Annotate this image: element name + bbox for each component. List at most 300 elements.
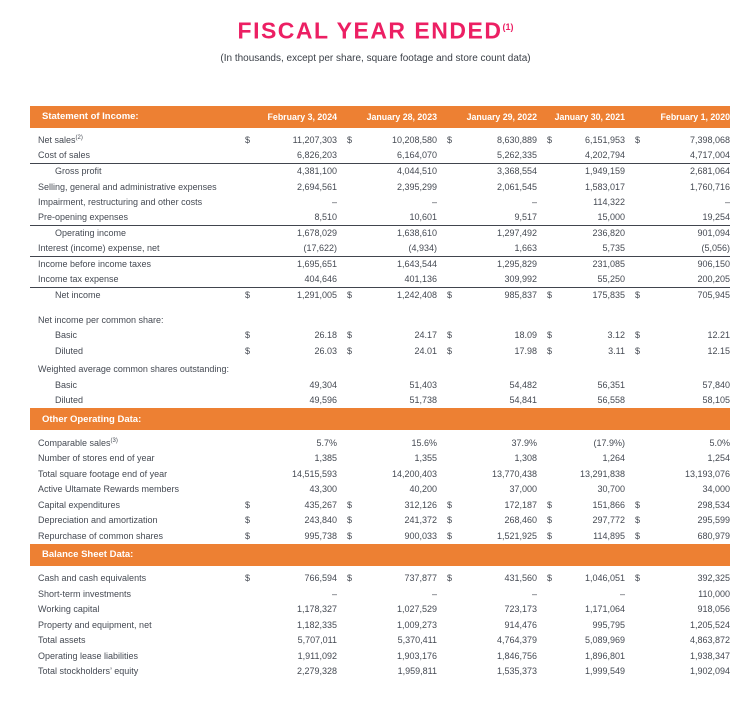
value-cell bbox=[235, 166, 337, 176]
cell-value: 55,250 bbox=[597, 274, 625, 285]
value-cell bbox=[337, 228, 437, 238]
cell-value: 7,398,068 bbox=[689, 135, 730, 146]
value-cell bbox=[337, 515, 437, 525]
cell-value: 1,295,829 bbox=[496, 259, 537, 270]
cell-value: 906,150 bbox=[697, 259, 730, 270]
cell-value: 1,242,408 bbox=[396, 290, 437, 301]
table-row bbox=[30, 377, 730, 393]
table-row bbox=[30, 513, 730, 529]
cell-value: 49,304 bbox=[309, 379, 337, 390]
cell-value: 51,738 bbox=[409, 395, 437, 406]
cell-value: 58,105 bbox=[702, 395, 730, 406]
row-label: Basic bbox=[55, 330, 78, 341]
cell-value: 4,717,004 bbox=[689, 150, 730, 161]
value-cell bbox=[625, 651, 730, 661]
dollar-sign: $ bbox=[245, 499, 251, 510]
section-header-statement-of-income bbox=[30, 106, 730, 128]
row-label: Diluted bbox=[55, 345, 84, 356]
cell-value: 1,355 bbox=[414, 453, 437, 464]
row-label: Net income per common share: bbox=[38, 314, 164, 325]
value-cell bbox=[537, 604, 625, 614]
value-cell bbox=[437, 330, 537, 340]
cell-value: 1,291,005 bbox=[296, 290, 337, 301]
cell-value: 1,264 bbox=[602, 453, 625, 464]
column-header-1: January 28, 2023 bbox=[366, 111, 437, 122]
cell-value: 995,795 bbox=[592, 619, 625, 630]
value-cell bbox=[537, 197, 625, 207]
cell-value: 5,262,335 bbox=[496, 150, 537, 161]
value-cell bbox=[537, 380, 625, 390]
value-cell bbox=[437, 604, 537, 614]
cell-value: 914,476 bbox=[504, 619, 537, 630]
table-row bbox=[30, 586, 730, 602]
cell-value: 1,846,756 bbox=[496, 650, 537, 661]
cell-value: 1,902,094 bbox=[689, 666, 730, 677]
value-cell bbox=[537, 453, 625, 463]
table-row bbox=[30, 617, 730, 633]
cell-value: 918,056 bbox=[697, 604, 730, 615]
section-body-balance-sheet-data bbox=[30, 566, 730, 680]
table-row bbox=[30, 133, 730, 149]
column-header-3: January 30, 2021 bbox=[554, 111, 625, 122]
value-cell bbox=[337, 182, 437, 192]
dollar-sign: $ bbox=[245, 345, 251, 356]
cell-value: 40,200 bbox=[409, 484, 437, 495]
value-cell bbox=[537, 438, 625, 448]
cell-value: 8,510 bbox=[314, 212, 337, 223]
cell-value: 309,992 bbox=[504, 274, 537, 285]
value-cell bbox=[537, 651, 625, 661]
cell-value: 312,126 bbox=[404, 499, 437, 510]
dollar-sign: $ bbox=[547, 573, 553, 584]
value-cell bbox=[337, 197, 437, 207]
cell-value: 236,820 bbox=[592, 228, 625, 239]
cell-value: 1,638,610 bbox=[396, 228, 437, 239]
cell-value: 243,840 bbox=[304, 515, 337, 526]
row-label-footnote: (3) bbox=[110, 437, 118, 444]
cell-value: 49,596 bbox=[309, 395, 337, 406]
cell-value: 18.09 bbox=[514, 330, 537, 341]
value-cell bbox=[625, 469, 730, 479]
cell-value: 5,089,969 bbox=[584, 635, 625, 646]
dollar-sign: $ bbox=[547, 515, 553, 526]
value-cell bbox=[437, 212, 537, 222]
value-cell bbox=[437, 274, 537, 284]
dollar-sign: $ bbox=[347, 515, 353, 526]
cell-value: 51,403 bbox=[409, 379, 437, 390]
dollar-sign: $ bbox=[447, 573, 453, 584]
value-cell bbox=[625, 573, 730, 583]
value-cell bbox=[625, 290, 730, 300]
dollar-sign: $ bbox=[447, 290, 453, 301]
cell-value: 2,279,328 bbox=[296, 666, 337, 677]
table-row bbox=[30, 164, 730, 180]
cell-value: 9,517 bbox=[514, 212, 537, 223]
value-cell bbox=[337, 469, 437, 479]
value-cell bbox=[625, 259, 730, 269]
cell-value: 37,000 bbox=[509, 484, 537, 495]
value-cell bbox=[337, 166, 437, 176]
dollar-sign: $ bbox=[635, 573, 641, 584]
cell-value: 737,877 bbox=[404, 573, 437, 584]
cell-value: 1,308 bbox=[514, 453, 537, 464]
value-cell bbox=[625, 620, 730, 630]
cell-value: 172,187 bbox=[504, 499, 537, 510]
row-label: Interest (income) expense, net bbox=[38, 243, 160, 254]
table-row bbox=[30, 179, 730, 195]
cell-value: 26.03 bbox=[314, 345, 337, 356]
value-cell bbox=[337, 243, 437, 253]
cell-value: 6,151,953 bbox=[584, 135, 625, 146]
value-cell bbox=[235, 531, 337, 541]
cell-value: 1,903,176 bbox=[396, 650, 437, 661]
value-cell bbox=[337, 651, 437, 661]
cell-value: 54,482 bbox=[509, 379, 537, 390]
dollar-sign: $ bbox=[245, 530, 251, 541]
value-cell bbox=[537, 620, 625, 630]
value-cell bbox=[437, 515, 537, 525]
dollar-sign: $ bbox=[347, 290, 353, 301]
value-cell bbox=[437, 453, 537, 463]
value-cell bbox=[235, 290, 337, 300]
section-header-other-operating-data bbox=[30, 408, 730, 430]
section-header-label: Balance Sheet Data: bbox=[42, 549, 134, 561]
table-row bbox=[30, 571, 730, 587]
cell-value: 4,764,379 bbox=[496, 635, 537, 646]
row-label: Cash and cash equivalents bbox=[38, 573, 147, 584]
dollar-sign: $ bbox=[635, 515, 641, 526]
cell-value: 1,760,716 bbox=[689, 181, 730, 192]
cell-value: – bbox=[531, 588, 537, 599]
row-label: Total square footage end of year bbox=[38, 468, 168, 479]
cell-value: 1,643,544 bbox=[396, 259, 437, 270]
cell-value: 2,694,561 bbox=[296, 181, 337, 192]
cell-value: 1,938,347 bbox=[689, 650, 730, 661]
value-cell bbox=[437, 531, 537, 541]
value-cell bbox=[235, 395, 337, 405]
value-cell bbox=[437, 635, 537, 645]
cell-value: 3.11 bbox=[608, 345, 625, 356]
value-cell bbox=[337, 604, 437, 614]
value-cell bbox=[437, 380, 537, 390]
value-cell bbox=[537, 531, 625, 541]
cell-value: 1,046,051 bbox=[584, 573, 625, 584]
page-title bbox=[0, 14, 751, 44]
cell-value: 766,594 bbox=[304, 573, 337, 584]
value-cell bbox=[337, 453, 437, 463]
dollar-sign: $ bbox=[635, 345, 641, 356]
table-row bbox=[30, 664, 730, 680]
value-cell bbox=[235, 666, 337, 676]
dollar-sign: $ bbox=[547, 499, 553, 510]
row-label: Total stockholders’ equity bbox=[38, 666, 139, 677]
cell-value: 1,959,811 bbox=[397, 666, 437, 677]
value-cell bbox=[625, 166, 730, 176]
value-cell bbox=[337, 395, 437, 405]
row-label: Net income bbox=[55, 290, 101, 301]
dollar-sign: $ bbox=[245, 573, 251, 584]
cell-value: 1,521,925 bbox=[496, 530, 537, 541]
cell-value: 5.7% bbox=[316, 437, 337, 448]
dollar-sign: $ bbox=[547, 330, 553, 341]
row-label: Cost of sales bbox=[38, 150, 91, 161]
cell-value: 1,583,017 bbox=[584, 181, 625, 192]
value-cell bbox=[235, 500, 337, 510]
value-cell bbox=[625, 484, 730, 494]
dollar-sign: $ bbox=[347, 499, 353, 510]
dollar-sign: $ bbox=[347, 573, 353, 584]
dollar-sign: $ bbox=[245, 515, 251, 526]
value-cell bbox=[235, 573, 337, 583]
dollar-sign: $ bbox=[447, 530, 453, 541]
cell-value: 4,044,510 bbox=[396, 166, 437, 177]
value-cell bbox=[537, 212, 625, 222]
value-cell bbox=[235, 635, 337, 645]
value-cell bbox=[337, 330, 437, 340]
value-cell bbox=[537, 346, 625, 356]
value-cell bbox=[235, 589, 337, 599]
cell-value: 14,200,403 bbox=[391, 468, 437, 479]
cell-value: 1,297,492 bbox=[496, 228, 537, 239]
cell-value: (5,056) bbox=[701, 243, 730, 254]
value-cell bbox=[337, 635, 437, 645]
cell-value: 10,208,580 bbox=[391, 135, 437, 146]
cell-value: 34,000 bbox=[702, 484, 730, 495]
cell-value: 1,999,549 bbox=[584, 666, 625, 677]
value-cell bbox=[337, 274, 437, 284]
table-row bbox=[30, 451, 730, 467]
cell-value: 268,460 bbox=[504, 515, 537, 526]
value-cell bbox=[625, 395, 730, 405]
cell-value: 2,061,545 bbox=[496, 181, 537, 192]
value-cell bbox=[337, 573, 437, 583]
row-label: Operating lease liabilities bbox=[38, 650, 139, 661]
row-label: Comparable sales$^{(3)}$ bbox=[38, 437, 118, 448]
dollar-sign: $ bbox=[447, 135, 453, 146]
cell-value: 37.9% bbox=[511, 437, 537, 448]
cell-value: 12.15 bbox=[707, 345, 730, 356]
section-header-balance-sheet-data bbox=[30, 544, 730, 566]
value-cell bbox=[235, 150, 337, 160]
table-row bbox=[30, 497, 730, 513]
dollar-sign: $ bbox=[447, 330, 453, 341]
table-row bbox=[30, 482, 730, 498]
cell-value: 24.17 bbox=[414, 330, 437, 341]
value-cell bbox=[625, 197, 730, 207]
value-cell bbox=[625, 635, 730, 645]
row-label: Pre-opening expenses bbox=[38, 212, 129, 223]
cell-value: 56,351 bbox=[597, 379, 625, 390]
cell-value: 1,949,159 bbox=[584, 166, 625, 177]
cell-value: – bbox=[331, 197, 337, 208]
row-label: Diluted bbox=[55, 395, 84, 406]
value-cell bbox=[537, 228, 625, 238]
value-cell bbox=[625, 228, 730, 238]
column-header-4: February 1, 2020 bbox=[660, 111, 730, 122]
value-cell bbox=[235, 330, 337, 340]
page-title-text: FISCAL YEAR ENDED bbox=[237, 17, 503, 44]
cell-value: 1,254 bbox=[707, 453, 730, 464]
cell-value: 15,000 bbox=[597, 212, 625, 223]
value-cell bbox=[437, 573, 537, 583]
cell-value: 15.6% bbox=[411, 437, 437, 448]
cell-value: (17.9%) bbox=[593, 437, 625, 448]
dollar-sign: $ bbox=[547, 345, 553, 356]
cell-value: 12.21 bbox=[707, 330, 730, 341]
value-cell bbox=[337, 531, 437, 541]
value-cell bbox=[437, 395, 537, 405]
value-cell bbox=[537, 484, 625, 494]
value-cell bbox=[337, 290, 437, 300]
table-row bbox=[30, 328, 730, 344]
value-cell bbox=[437, 666, 537, 676]
dollar-sign: $ bbox=[635, 290, 641, 301]
cell-value: 392,325 bbox=[697, 573, 730, 584]
table-row bbox=[30, 528, 730, 544]
cell-value: 4,381,100 bbox=[296, 166, 337, 177]
section-header-label: Other Operating Data: bbox=[42, 413, 142, 425]
value-cell bbox=[537, 290, 625, 300]
cell-value: – bbox=[431, 588, 437, 599]
value-cell bbox=[235, 651, 337, 661]
cell-value: 6,826,203 bbox=[296, 150, 337, 161]
value-cell bbox=[537, 395, 625, 405]
table-subheader-row bbox=[30, 312, 730, 328]
value-cell bbox=[337, 666, 437, 676]
cell-value: 1,663 bbox=[514, 243, 537, 254]
dollar-sign: $ bbox=[347, 345, 353, 356]
dollar-sign: $ bbox=[245, 290, 251, 301]
value-cell bbox=[625, 604, 730, 614]
value-cell bbox=[337, 589, 437, 599]
cell-value: 995,738 bbox=[304, 530, 337, 541]
table-row bbox=[30, 148, 730, 164]
cell-value: 5,370,411 bbox=[397, 635, 437, 646]
row-label: Basic bbox=[55, 379, 78, 390]
table-row bbox=[30, 241, 730, 257]
cell-value: 5,707,011 bbox=[297, 635, 337, 646]
page-title-footnote: (1) bbox=[502, 22, 514, 32]
dollar-sign: $ bbox=[635, 135, 641, 146]
table-row bbox=[30, 435, 730, 451]
dollar-sign: $ bbox=[547, 135, 553, 146]
value-cell bbox=[235, 380, 337, 390]
value-cell bbox=[337, 135, 437, 145]
cell-value: 13,291,838 bbox=[579, 468, 625, 479]
row-label: Gross profit bbox=[55, 166, 102, 177]
value-cell bbox=[625, 453, 730, 463]
row-label: Net sales$^{(2)}$ bbox=[38, 135, 83, 146]
value-cell bbox=[537, 469, 625, 479]
row-label: Total assets bbox=[38, 635, 86, 646]
cell-value: 200,205 bbox=[697, 274, 730, 285]
value-cell bbox=[235, 228, 337, 238]
row-label: Impairment, restructuring and other costs bbox=[38, 197, 203, 208]
value-cell bbox=[437, 620, 537, 630]
value-cell bbox=[625, 243, 730, 253]
cell-value: 435,267 bbox=[304, 499, 337, 510]
cell-value: 114,322 bbox=[593, 197, 625, 208]
value-cell bbox=[537, 589, 625, 599]
cell-value: 5,735 bbox=[602, 243, 625, 254]
value-cell bbox=[537, 182, 625, 192]
value-cell bbox=[625, 182, 730, 192]
cell-value: 110,000 bbox=[698, 588, 730, 599]
value-cell bbox=[437, 651, 537, 661]
cell-value: 705,945 bbox=[697, 290, 730, 301]
dollar-sign: $ bbox=[347, 330, 353, 341]
value-cell bbox=[235, 259, 337, 269]
cell-value: 1,385 bbox=[314, 453, 337, 464]
cell-value: 3.12 bbox=[607, 330, 625, 341]
value-cell bbox=[235, 135, 337, 145]
table-row bbox=[30, 272, 730, 288]
table-row bbox=[30, 466, 730, 482]
table-row bbox=[30, 288, 730, 304]
value-cell bbox=[437, 228, 537, 238]
cell-value: 6,164,070 bbox=[396, 150, 437, 161]
cell-value: 1,182,335 bbox=[296, 619, 337, 630]
value-cell bbox=[235, 604, 337, 614]
table-row bbox=[30, 257, 730, 273]
cell-value: 297,772 bbox=[592, 515, 625, 526]
section-header-label: Statement of Income: bbox=[42, 111, 139, 123]
cell-value: 1,171,064 bbox=[584, 604, 625, 615]
value-cell bbox=[337, 620, 437, 630]
table-row bbox=[30, 393, 730, 409]
cell-value: 13,770,438 bbox=[491, 468, 537, 479]
cell-value: 1,678,029 bbox=[296, 228, 337, 239]
value-cell bbox=[625, 515, 730, 525]
page-subtitle: (In thousands, except per share, square footage and store count data) bbox=[220, 52, 531, 64]
value-cell bbox=[437, 290, 537, 300]
section-body-statement-of-income bbox=[30, 128, 730, 409]
row-label: Income before income taxes bbox=[38, 259, 152, 270]
row-label: Income tax expense bbox=[38, 274, 119, 285]
cell-value: 241,372 bbox=[404, 515, 437, 526]
cell-value: 900,033 bbox=[404, 530, 437, 541]
dollar-sign: $ bbox=[347, 530, 353, 541]
financial-table bbox=[30, 106, 730, 680]
cell-value: – bbox=[431, 197, 437, 208]
value-cell bbox=[337, 150, 437, 160]
table-row bbox=[30, 210, 730, 226]
cell-value: 401,136 bbox=[404, 274, 437, 285]
value-cell bbox=[625, 500, 730, 510]
value-cell bbox=[337, 212, 437, 222]
value-cell bbox=[235, 438, 337, 448]
row-spacer bbox=[30, 303, 730, 312]
dollar-sign: $ bbox=[447, 499, 453, 510]
value-cell bbox=[337, 484, 437, 494]
dollar-sign: $ bbox=[547, 530, 553, 541]
value-cell bbox=[625, 589, 730, 599]
value-cell bbox=[437, 259, 537, 269]
value-cell bbox=[625, 438, 730, 448]
value-cell bbox=[235, 484, 337, 494]
cell-value: 431,560 bbox=[504, 573, 537, 584]
table-row bbox=[30, 602, 730, 618]
row-label-footnote: (2) bbox=[75, 135, 83, 142]
value-cell bbox=[337, 346, 437, 356]
table-row bbox=[30, 195, 730, 211]
cell-value: 114,895 bbox=[593, 530, 625, 541]
cell-value: 295,599 bbox=[697, 515, 730, 526]
column-header-2: January 29, 2022 bbox=[466, 111, 537, 122]
value-cell bbox=[437, 243, 537, 253]
cell-value: 3,368,554 bbox=[496, 166, 537, 177]
cell-value: – bbox=[531, 197, 537, 208]
